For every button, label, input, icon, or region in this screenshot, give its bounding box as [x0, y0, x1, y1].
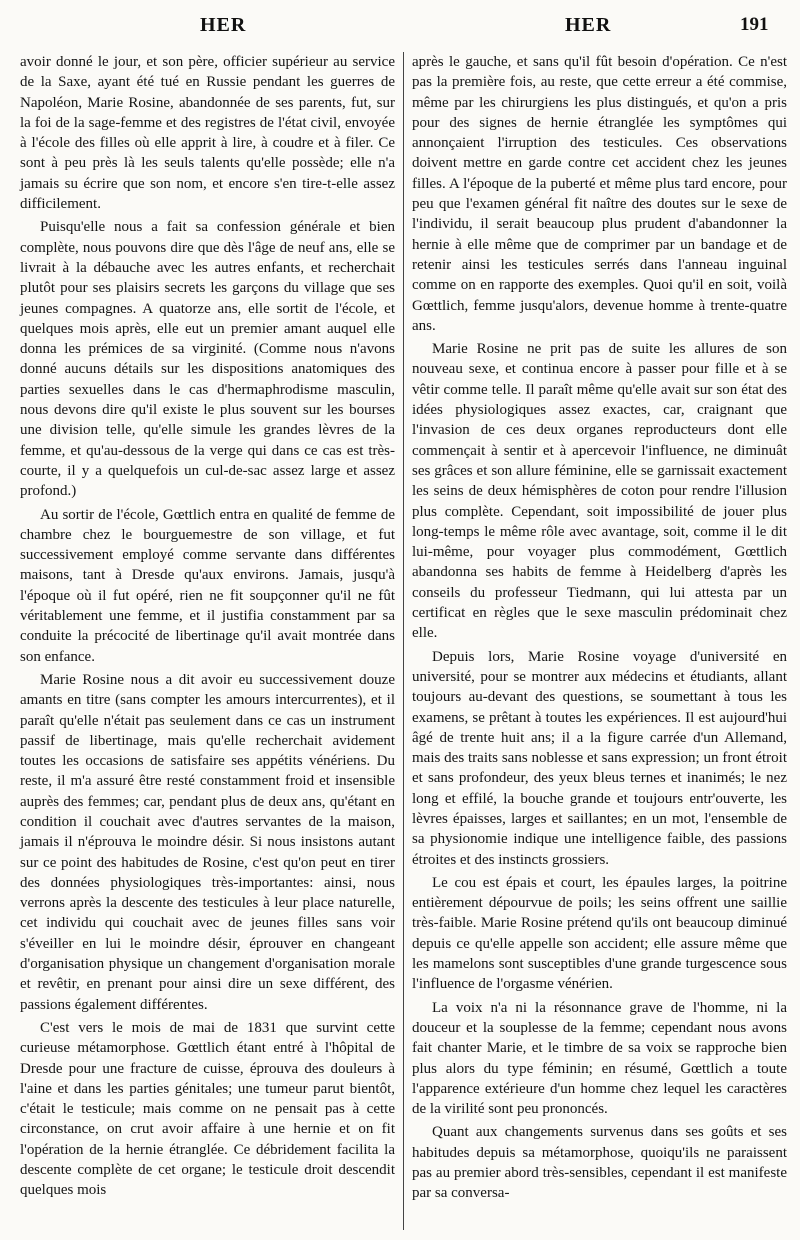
column-divider — [403, 52, 404, 1230]
paragraph: Marie Rosine ne prit pas de suite les allures de son nouveau sexe, et continua encore à passer pour fille et à se vêtir comme telle. Il paraît même qu'elle avait sur son état des idées physiologiques assez exactes, car, craignant que l'invasion de ces deux organes reproducteurs dont elle commençait à sentir et à apercevoir l'influence, ne diminuât ses grâces et son allure féminine, elle se garnissait exactement les seins de deux hémisphères de coton pour rendre l'illusion plus complète. Cependant, soit impossibilité de jouer plus long-temps le même rôle avec avantage, soit, comme il le dit lui-même, pour voyager plus commodément, Gœttlich abandonna ses habits de femme à Heidelberg d'après les conseils du professeur Tiedmann, qui lui attesta par un certificat en règles que le sexe masculin prédominait chez elle. — [412, 341, 787, 642]
running-head-right: HER — [565, 14, 612, 36]
paragraph: Puisqu'elle nous a fait sa confession générale et bien complète, nous pouvons dire que dès l'âge de neuf ans, elle se livrait à la débauche avec les autres enfants, et recherchait plutôt pour ses plaisirs secrets les garçons du village que ses jeunes compagnes. A quatorze ans, elle sortit de l'école, et quelques mois après, elle eut un premier amant auquel elle donna les prémices de sa virginité. (Comme nous n'avons donné aucuns détails sur les dispositions anatomiques des parties sexuelles dans le cas d'hermaphrodisme masculin, nous devons dire qu'il existe le plus souvent sur les bourses une division telle, qu'elle simule les grandes lèvres de la femme, et qu'au-dessous de la verge qui dans ce cas est très-courte, il y a quelquefois un cul-de-sac assez large et assez profond.) — [20, 219, 395, 500]
paragraph: Le cou est épais et court, les épaules larges, la poitrine entièrement dépourvue de poils; les seins offrent une saillie très-faible. Marie Rosine prétend qu'ils ont beaucoup diminué depuis ce qu'elle appelle son accident; elle assure même que les mamelons sont susceptibles d'une grande turgescence sous l'influence de l'orgasme vénérien. — [412, 874, 787, 993]
paragraph: Marie Rosine nous a dit avoir eu successivement douze amants en titre (sans compter les amours intercurrentes), et il paraît qu'elle n'était pas seulement dans ce cas un instrument passif de libertinage, mais qu'elle recherchait avidement toutes les occasions de satisfaire ses appétits vénériens. Du reste, il m'a assuré être resté constamment froid et insensible auprès des femmes; car, pendant plus de deux ans, qu'étant en condition il couchait avec d'autres servantes de la maison, jamais il n'éprouva le moindre désir. Si nous insistons autant sur ce point des habitudes de Rosine, c'est qu'on peut en tirer des données physiologiques très-importantes: ainsi, nous verrons après la descente des testicules à leur place naturelle, cet individu qui couchait avec de jeunes filles sans voir s'éveiller en lui le moindre désir, éprouver en changeant d'organisation physique un changement d'organisation morale et revêtir, en prenant pour ainsi dire un sexe différent, des passions également différentes. — [20, 671, 395, 1013]
paragraph: La voix n'a ni la résonnance grave de l'homme, ni la douceur et la souplesse de la femme; cependant nous avons fait chanter Marie, et le timbre de sa voix se rapproche bien plus alors du type féminin; en résumé, Gœttlich a toute l'apparence extérieure d'un homme chez lequel les caractères de la virilité sont peu prononcés. — [412, 999, 787, 1118]
paragraph: après le gauche, et sans qu'il fût besoin d'opération. Ce n'est pas la première fois, au reste, que cette erreur a été commise, même par les chirurgiens les plus distingués, et qu'on a pris pour des signes de hernie étranglée les symptômes qui annonçaient l'irruption des testicules. Ces observations doivent mettre en garde contre cet accident chez les jeunes filles. A l'époque de la puberté et même plus tard encore, pour peu que l'examen général fit naître des doutes sur le sexe de l'individu, il serait beaucoup plus prudent d'abandonner la hernie à elle même que de comprimer par un bandage et de retenir ainsi les testicules serrés dans l'anneau inguinal comme on en rapporte des exemples. Quoi qu'il en soit, voilà Gœttlich, femme jusqu'alors, devenue homme à trente-quatre ans. — [412, 54, 787, 334]
paragraph: C'est vers le mois de mai de 1831 que survint cette curieuse métamorphose. Gœttlich étant entré à l'hôpital de Dresde pour une fracture de cuisse, éprouva des douleurs à l'aine et dans les parties génitales; une tumeur parut bientôt, c'était le testicule; mais comme on ne pensait pas à cette circonstance, on crut avoir affaire à une hernie et on fit l'opération de la hernie étranglée. Ce débridement facilita la descente complète de cet organe; le testicule droit descendit quelques mois — [20, 1019, 395, 1199]
paragraph: Quant aux changements survenus dans ses goûts et ses habitudes depuis sa métamorphose, quoiqu'ils ne paraissent pas au premier abord très-sensibles, cependant il est manifeste par sa conversa- — [412, 1124, 787, 1202]
left-column — [20, 52, 395, 1204]
paragraph: Depuis lors, Marie Rosine voyage d'université en université, pour se montrer aux médecins et étudiants, allant toujours au-devant des questions, se soumettant à tous les examens, se prêtant à toutes les expériences. Il est aujourd'hui âgé de trente huit ans; il a la figure carrée d'un Allemand, mais des traits sans noblesse et sans expression; un front étroit et sans profondeur, des yeux bleus ternes et inanimés; le nez long et effilé, la bouche grande et toujours entr'ouverte, les lèvres épaisses, larges et saillantes; en un mot, l'ensemble de sa physionomie indique une intelligence faible, des passions étroites et des instincts grossiers. — [412, 648, 787, 868]
paragraph: avoir donné le jour, et son père, officier supérieur au service de la Saxe, ayant été tué en Russie pendant les guerres de Napoléon, Marie Rosine, abandonnée de ses parents, fut, sur la foi de la sage-femme et des registres de l'état civil, envoyée à l'école des filles où elle apprit à lire, à coudre et à filer. Ce sont à peu près là les seuls talents qu'elle possède; elle n'a jamais su écrire que son nom, et encore s'en tire-t-elle assez difficilement. — [20, 54, 395, 213]
right-column — [412, 52, 787, 1207]
paragraph: Au sortir de l'école, Gœttlich entra en qualité de femme de chambre chez le bourguemestre de son village, et fut successivement employé comme servante dans différentes maisons, tant à Dresde qu'aux environs. Jamais, jusqu'à l'époque où il fut opéré, rien ne fit soupçonner qu'il ne fût véritablement une femme, et il justifia constamment par sa conduite la précocité de libertinage qu'il avait montrée dans son enfance. — [20, 506, 395, 665]
running-head-left: HER — [200, 14, 247, 36]
page-number: 191 — [740, 14, 769, 35]
